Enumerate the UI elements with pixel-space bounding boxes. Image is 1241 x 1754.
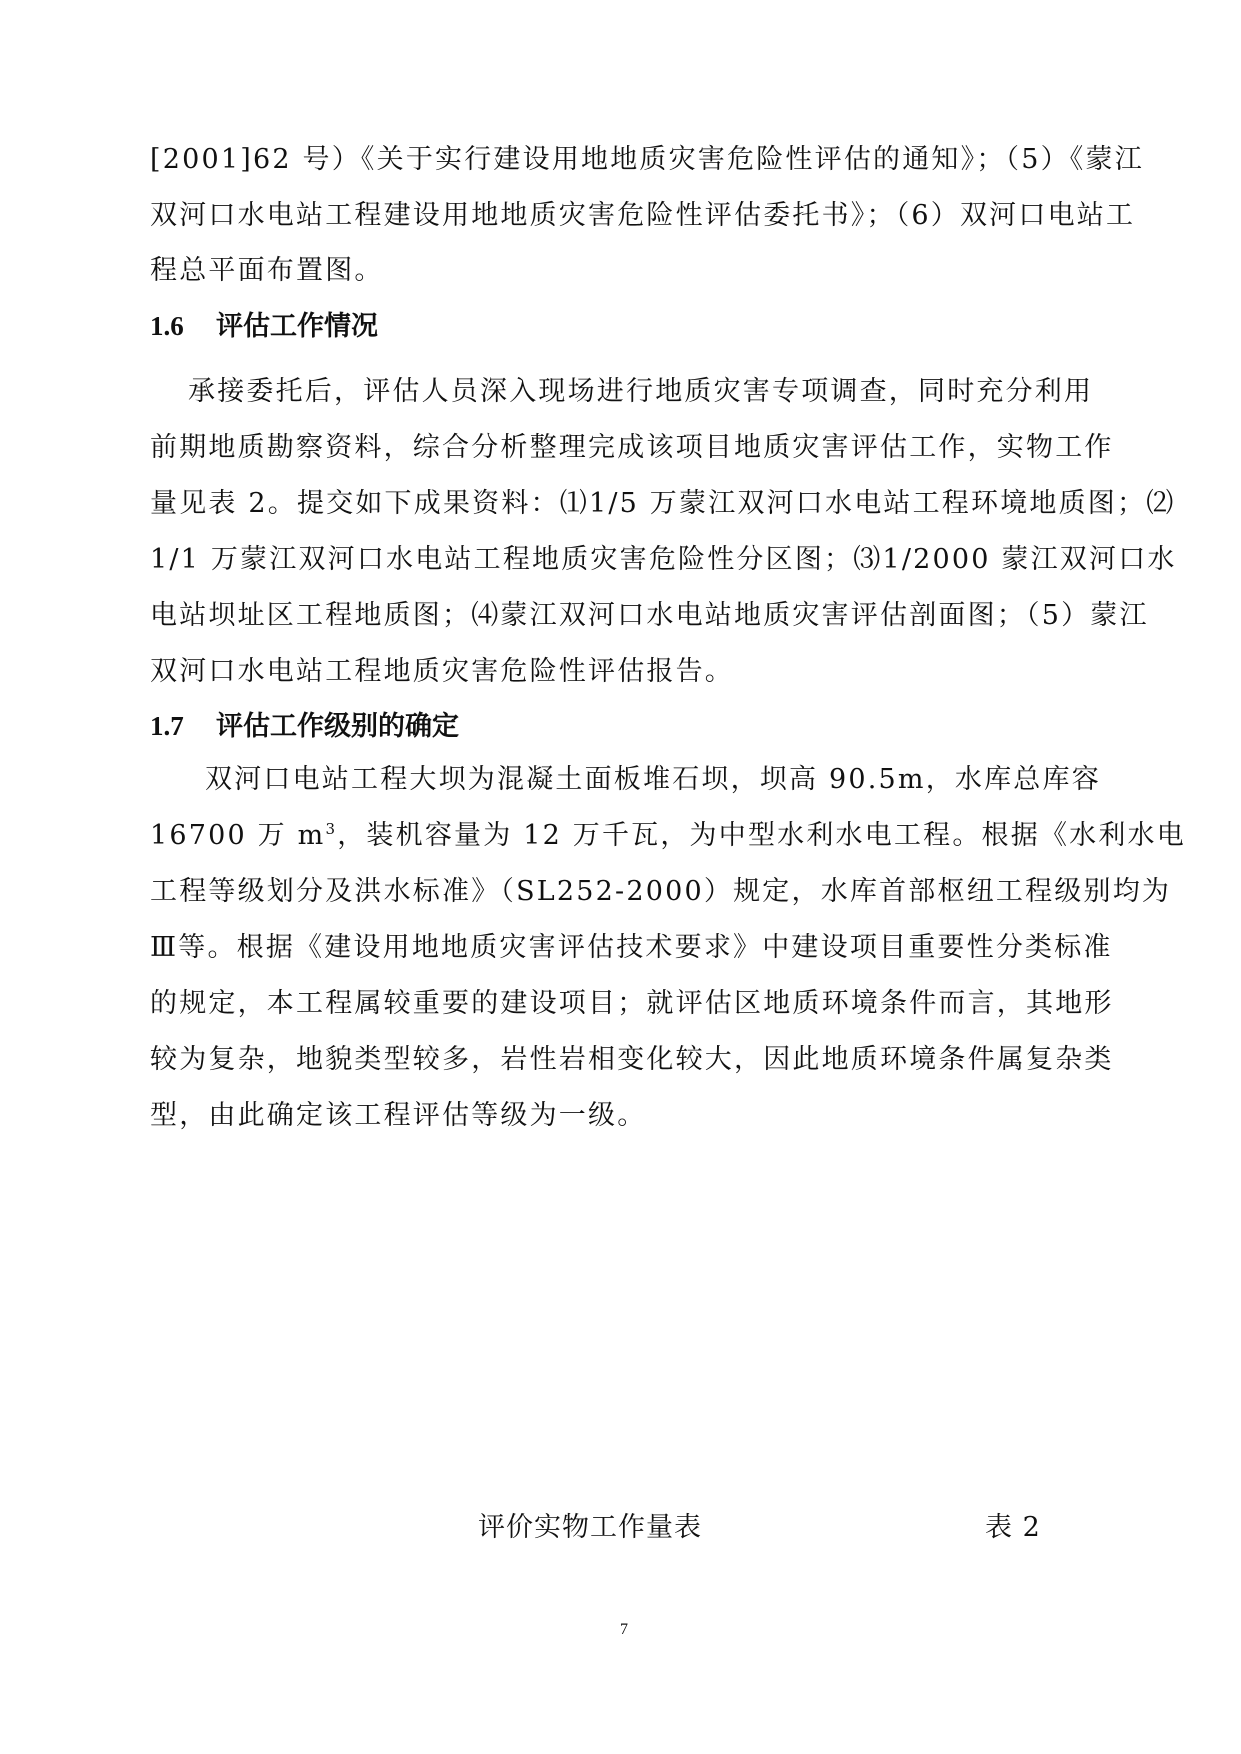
paragraph-line: 前期地质勘察资料，综合分析整理完成该项目地质灾害评估工作，实物工作: [150, 432, 1114, 463]
page-number: 7: [620, 1621, 628, 1638]
table-caption-label: 表 2: [985, 1512, 1041, 1543]
section-title: 评估工作级别的确定: [216, 711, 459, 742]
section-title: 评估工作情况: [216, 311, 378, 342]
paragraph-line: 双河口水电站工程建设用地地质灾害危险性评估委托书》；（6）双河口电站工: [150, 200, 1136, 231]
section-number: 1.6: [150, 311, 184, 341]
paragraph-line: Ⅲ等。根据《建设用地地质灾害评估技术要求》中建设项目重要性分类标准: [150, 932, 1113, 963]
section-heading-1-7: [150, 706, 459, 747]
paragraph-line: 程总平面布置图。: [150, 255, 384, 286]
paragraph-line: 双河口水电站工程地质灾害危险性评估报告。: [150, 656, 734, 687]
paragraph-line: [150, 816, 1186, 856]
paragraph-line: 双河口电站工程大坝为混凝土面板堆石坝，坝高 90.5m，水库总库容: [205, 764, 1101, 795]
section-heading-1-6: [150, 306, 378, 347]
section-number: 1.7: [150, 711, 184, 741]
paragraph-line: 的规定，本工程属较重要的建设项目；就评估区地质环境条件而言，其地形: [150, 988, 1114, 1019]
paragraph-line: 较为复杂，地貌类型较多，岩性岩相变化较大，因此地质环境条件属复杂类: [150, 1044, 1114, 1075]
text-run: ，装机容量为 12 万千瓦，为中型水利水电工程。根据《水利水电: [337, 820, 1186, 851]
paragraph-line: 电站坝址区工程地质图；⑷蒙江双河口水电站地质灾害评估剖面图；（5）蒙江: [150, 600, 1149, 631]
paragraph-line: 型，由此确定该工程评估等级为一级。: [150, 1100, 647, 1131]
paragraph-line: 工程等级划分及洪水标准》（SL252-2000）规定，水库首部枢纽工程级别均为: [150, 876, 1172, 907]
paragraph-line: 1/1 万蒙江双河口水电站工程地质灾害危险性分区图；⑶1/2000 蒙江双河口水: [150, 544, 1177, 575]
table-caption-title: 评价实物工作量表: [478, 1512, 702, 1543]
text-run: 16700 万 m: [150, 820, 326, 851]
paragraph-line: [2001]62 号）《关于实行建设用地地质灾害危险性评估的通知》；（5）《蒙江: [150, 144, 1144, 175]
paragraph-line: 量见表 2。提交如下成果资料：⑴1/5 万蒙江双河口水电站工程环境地质图；⑵: [150, 488, 1176, 519]
superscript: 3: [325, 820, 338, 838]
paragraph-line: 承接委托后，评估人员深入现场进行地质灾害专项调查，同时充分利用: [188, 376, 1094, 407]
